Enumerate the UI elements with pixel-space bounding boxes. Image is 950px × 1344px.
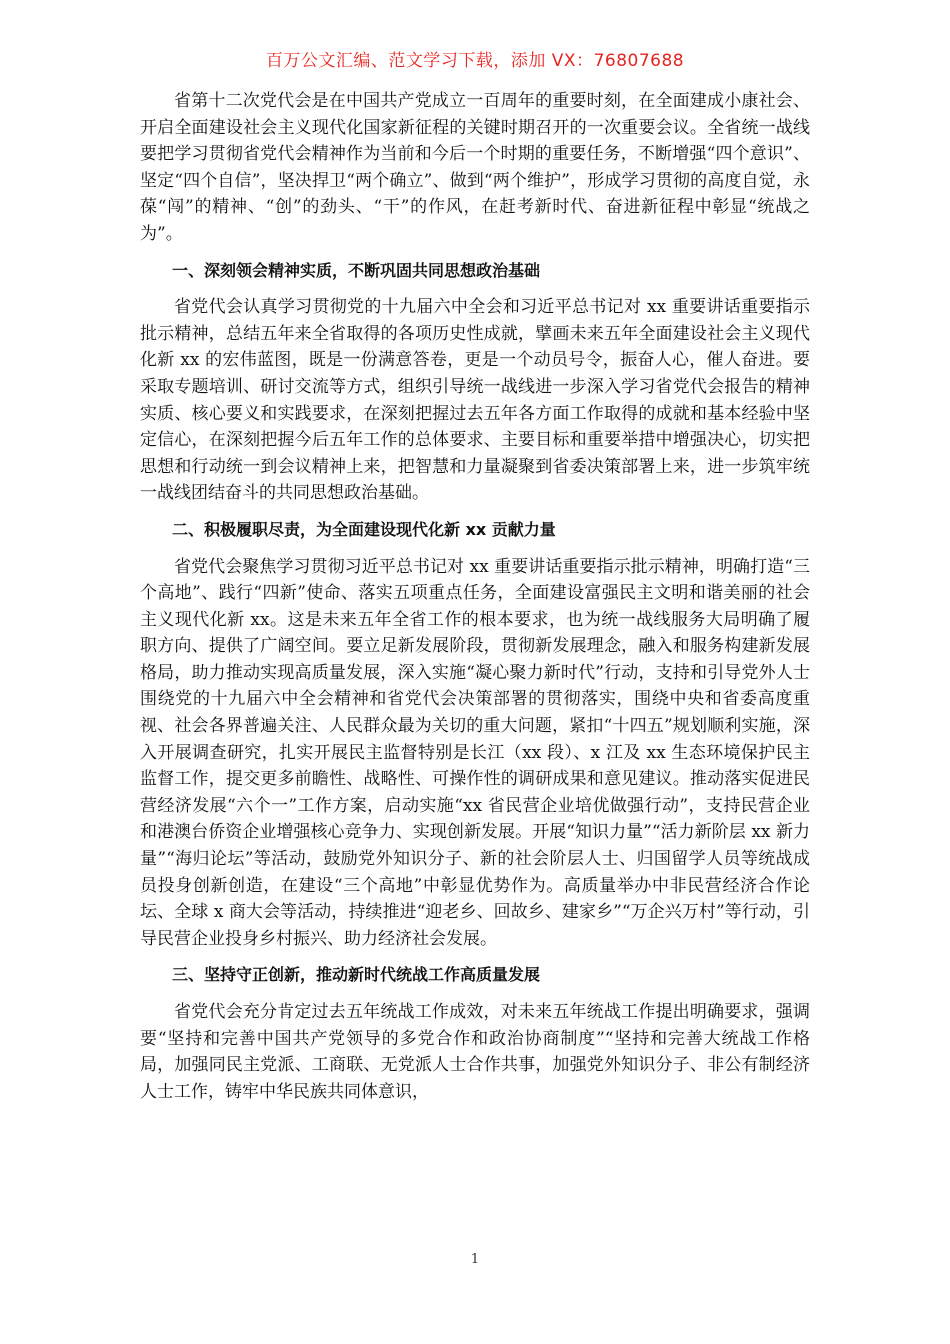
section-heading-2: 二、积极履职尽责，为全面建设现代化新 xx 贡献力量	[172, 519, 556, 539]
section-body-2: 省党代会聚焦学习贯彻习近平总书记对 xx 重要讲话重要指示批示精神，明确打造“三个高地”、践行“四新”使命、落实五项重点任务，全面建设富强民主文明和谐美丽的社会主义现代化新 xx。这是未来五年全省工作的根本要求，也为统一战线服务大局明确了履职方向、提供了广阔空间。要立足新发展阶段，贯彻新发展理念，融入和服务构建新发展格局，助力推动实现高质量发展，深入实施“凝心聚力新时代”行动，支持和引导党外人士围绕党的十九届六中全会精神和省党代会决策部署的贯彻落实，围绕中央和省委高度重视、社会各界普遍关注、人民群众最为关切的重大问题，紧扣“十四五”规划顺利实施，深入开展调查研究，扎实开展民主监督特别是长江（xx 段）、x 江及 xx 生态环境保护民主监督工作，提交更多前瞻性、战略性、可操作性的调研成果和意见建议。推动落实促进民营经济发展“六个一”工作方案，启动实施“xx 省民营企业培优做强行动”，支持民营企业和港澳台侨资企业增强核心竞争力、实现创新发展。开展“知识力量”“活力新阶层 xx 新力量”“海归论坛”等活动，鼓励党外知识分子、新的社会阶层人士、归国留学人员等统战成员投身创新创造，在建设“三个高地”中彰显优势作为。高质量举办中非民营经济合作论坛、全球 x 商大会等活动，持续推进“迎老乡、回故乡、建家乡”“万企兴万村”等行动，引导民营企业投身乡村振兴、助力经济社会发展。	[140, 556, 810, 949]
section-heading-3: 三、坚持守正创新，推动新时代统战工作高质量发展	[172, 965, 541, 985]
section-body-3: 省党代会充分肯定过去五年统战工作成效，对未来五年统战工作提出明确要求，强调要“坚持和完善中国共产党领导的多党合作和政治协商制度”“坚持和完善大统战工作格局，加强同民主党派、工商联、无党派人士合作共事，加强党外知识分子、非公有制经济人士工作，铸牢中华民族共同体意识，	[140, 1002, 810, 1102]
section-heading-1: 一、深刻领会精神实质，不断巩固共同思想政治基础	[172, 260, 541, 280]
section-body-1: 省党代会认真学习贯彻党的十九届六中全会和习近平总书记对 xx 重要讲话重要指示批示精神，总结五年来全省取得的各项历史性成就，擘画未来五年全面建设社会主义现代化新 xx 的宏伟蓝图，既是一份满意答卷，更是一个动员号令，振奋人心，催人奋进。要采取专题培训、研讨交流等方式，组织引导统一战线进一步深入学习省党代会报告的精神实质、核心要义和实践要求，在深刻把握过去五年各方面工作取得的成就和基本经验中坚定信心，在深刻把握今后五年工作的总体要求、主要目标和重要举措中增强决心，切实把思想和行动统一到会议精神上来，把智慧和力量凝聚到省委决策部署上来，进一步筑牢统一战线团结奋斗的共同思想政治基础。	[140, 297, 810, 504]
intro-paragraph: 省第十二次党代会是在中国共产党成立一百周年的重要时刻，在全面建成小康社会、开启全面建设社会主义现代化国家新征程的关键时期召开的一次重要会议。全省统一战线要把学习贯彻省党代会精神作为当前和今后一个时期的重要任务，不断增强“四个意识”、坚定“四个自信”，坚决捍卫“两个确立”、做到“两个维护”，形成学习贯彻的高度自觉，永葆“闯”的精神、“创”的劲头、“干”的作风，在赶考新时代、奋进新征程中彰显“统战之为”。	[140, 91, 810, 244]
header-banner: 百万公文汇编、范文学习下载，添加 VX：76807688	[265, 51, 685, 71]
page-number: 1	[470, 1252, 480, 1267]
document-body	[140, 88, 810, 1105]
